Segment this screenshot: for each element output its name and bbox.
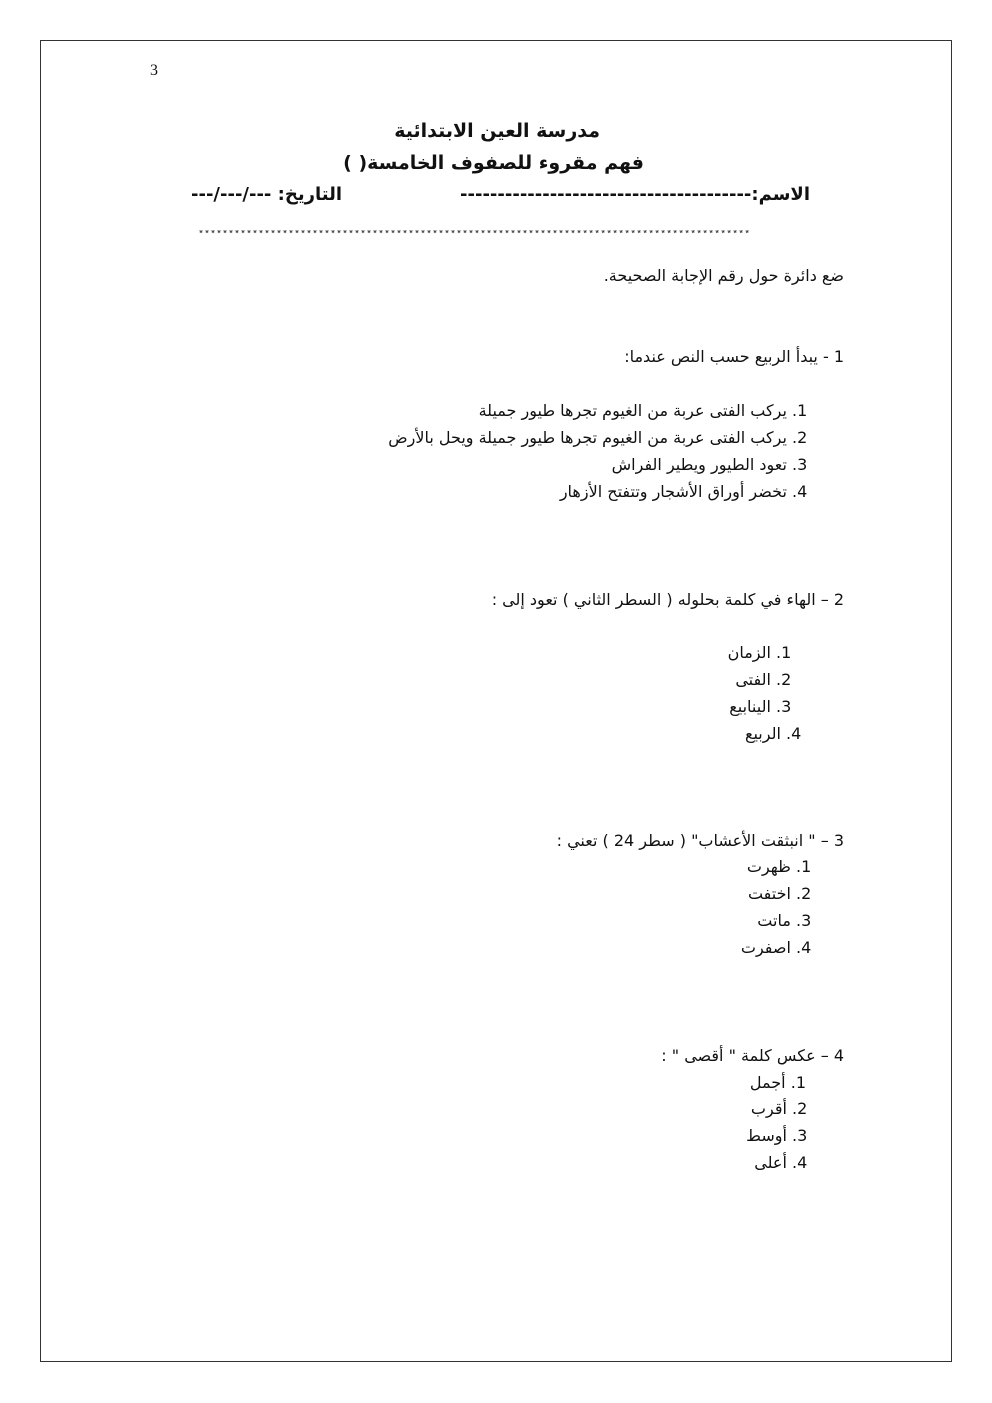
page-number: 3	[150, 62, 158, 79]
instruction: ضع دائرة حول رقم الإجابة الصحيحة.	[603, 266, 844, 285]
option-number: 1.	[796, 857, 812, 876]
option-number: 2.	[792, 428, 808, 447]
option-number: 4.	[792, 482, 808, 501]
option-text: اصفرت	[740, 938, 791, 957]
option-text: أقرب	[750, 1099, 787, 1118]
question-3: 3 – " انبثقت الأعشاب" ( سطر 24 ) تعني :	[556, 831, 844, 850]
option-number: 2.	[792, 1099, 808, 1118]
question-4-option	[751, 1099, 808, 1118]
option-number: 1.	[790, 1073, 806, 1092]
question-1: 1 - يبدأ الربيع حسب النص عندما:	[624, 347, 844, 366]
option-text: تخضر أوراق الأشجار وتتفتح الأزهار	[559, 482, 787, 501]
option-number: 3.	[792, 1126, 808, 1145]
worksheet-subtitle: فهم مقروء للصفوف الخامسة( )	[343, 152, 644, 174]
option-text: الربيع	[744, 724, 781, 743]
question-3-option	[741, 938, 812, 957]
option-text: يركب الفتى عربة من الغيوم تجرها طيور جميلة	[478, 401, 787, 420]
question-3-option	[747, 857, 812, 876]
option-text: ظهرت	[746, 857, 791, 876]
question-4-option	[750, 1073, 806, 1092]
question-3-option	[748, 884, 812, 903]
option-number: 2.	[776, 670, 792, 689]
option-number: 1.	[776, 643, 792, 662]
date-field: التاريخ: ---/---/---	[191, 184, 342, 205]
question-1-option	[612, 455, 814, 474]
question-2-option	[745, 724, 802, 743]
question-2-option	[735, 670, 798, 689]
option-text: أجمل	[749, 1073, 786, 1092]
option-text: أعلى	[754, 1153, 787, 1172]
option-number: 2.	[796, 884, 812, 903]
question-1-option	[388, 428, 814, 447]
name-field: الاسم:---------------------------------------	[460, 184, 810, 205]
option-text: ماتت	[757, 911, 791, 930]
question-1-option	[479, 401, 814, 420]
option-text: تعود الطيور ويطير الفراش	[611, 455, 787, 474]
option-text: اختفت	[747, 884, 791, 903]
option-number: 1.	[792, 401, 808, 420]
question-2-option	[729, 697, 798, 716]
option-number: 3.	[792, 455, 808, 474]
option-text: الينابيع	[729, 697, 771, 716]
separator-line: ********************************************************************************************	[198, 230, 751, 241]
question-2-option	[728, 643, 798, 662]
option-number: 3.	[776, 697, 792, 716]
question-4-option	[746, 1126, 808, 1145]
option-text: الفتى	[735, 670, 771, 689]
option-text: الزمان	[727, 643, 771, 662]
question-3-option	[757, 911, 812, 930]
option-text: يركب الفتى عربة من الغيوم تجرها طيور جميلة ويحل بالأرض	[388, 428, 787, 447]
option-number: 3.	[796, 911, 812, 930]
option-number: 4.	[786, 724, 802, 743]
school-name: مدرسة العين الابتدائية	[394, 120, 600, 142]
question-1-option	[560, 482, 814, 501]
question-2: 2 – الهاء في كلمة بحلوله ( السطر الثاني ) تعود إلى :	[491, 590, 844, 609]
option-number: 4.	[792, 1153, 808, 1172]
option-number: 4.	[796, 938, 812, 957]
question-4-option	[754, 1153, 808, 1172]
option-text: أوسط	[746, 1126, 787, 1145]
question-4: 4 – عكس كلمة " أقصى " :	[661, 1046, 844, 1065]
